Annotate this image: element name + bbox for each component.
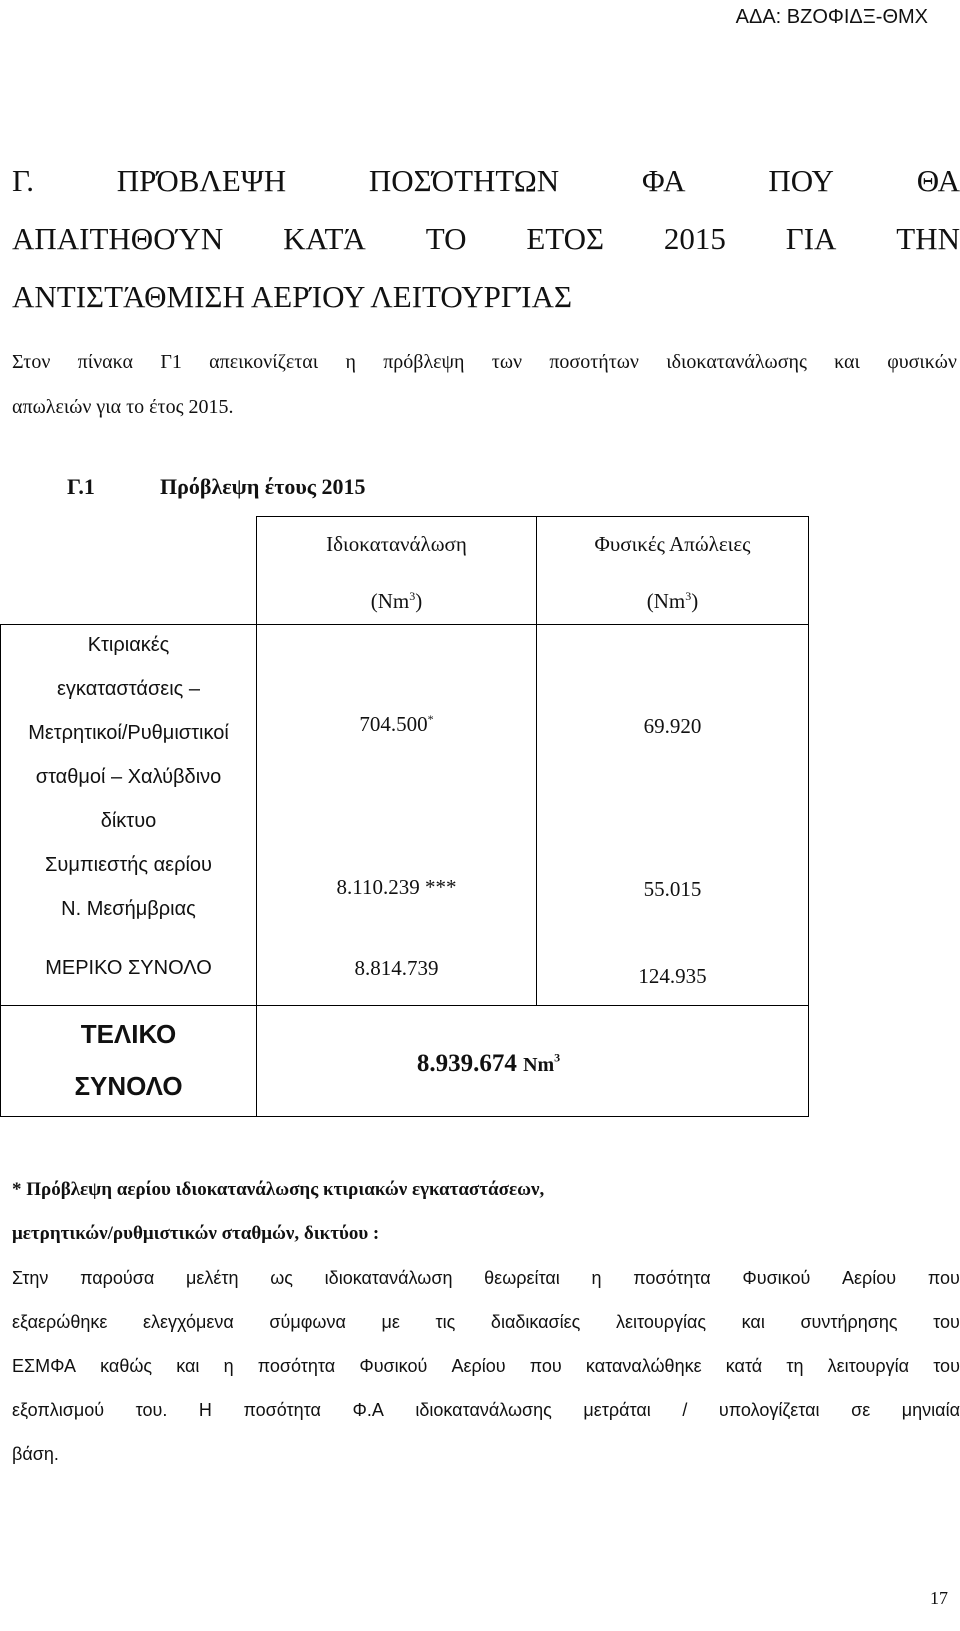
heading-line-3: ΑΝΤΙΣΤΆΘΜΙΣΗ ΑΕΡΊΟΥ ΛΕΙΤΟΥΡΓΊΑΣ	[12, 279, 572, 314]
label-line: ΣΥΝΟΛΟ	[74, 1071, 183, 1101]
word: ΠΟΣΌΤΗΤΩΝ	[368, 163, 560, 198]
word: ποσότητα	[633, 1268, 711, 1288]
word: ΑΠΑΙΤΗΘΟΎΝ	[12, 221, 224, 256]
word: ΕΤΟΣ	[526, 221, 605, 256]
word: υπολογίζεται	[718, 1400, 820, 1420]
row-final-total-value: 8.939.674 Nm$^3$	[416, 1050, 561, 1077]
row-partial-total-own-consumption: 8.814.739	[354, 956, 439, 980]
word: με	[381, 1312, 400, 1332]
word: μηνιαία	[901, 1400, 960, 1420]
word: εξαερώθηκε	[12, 1312, 108, 1332]
word: ΘΑ	[916, 163, 960, 198]
label-line: Συμπιεστής αερίου	[45, 854, 212, 876]
label-line: εγκαταστάσεις –	[57, 678, 200, 700]
row-final-total-label	[1, 1008, 256, 1112]
row-buildings-losses: 69.920	[643, 714, 702, 738]
word: ποσότητα	[257, 1356, 336, 1376]
label-line: Μετρητικοί/Ρυθμιστικοί	[28, 722, 229, 744]
word: τη	[786, 1356, 804, 1376]
intro-paragraph	[12, 340, 957, 430]
ada-code: ΑΔΑ: ΒΖΟΦΙΔΞ-ΘΜΧ	[735, 6, 928, 28]
word: ιδιοκατανάλωσης	[415, 1400, 552, 1420]
word: που	[529, 1356, 562, 1376]
word: ποσοτήτων	[549, 351, 639, 373]
intro-line-2: απωλειών για το έτος 2015.	[12, 396, 234, 418]
label-line: Κτιριακές	[87, 634, 170, 656]
word: Στον	[12, 351, 51, 373]
word: καταναλώθηκε	[585, 1356, 702, 1376]
word: ποσότητα	[243, 1400, 321, 1420]
word: και	[741, 1312, 765, 1332]
section-heading	[12, 152, 960, 326]
word: ΦΑ	[641, 163, 686, 198]
word: και	[176, 1356, 200, 1376]
footnote-title-2: μετρητικών/ρυθμιστικών σταθμών, δικτύου :	[12, 1223, 380, 1244]
word: του	[933, 1312, 960, 1332]
word: απεικονίζεται	[209, 351, 319, 373]
word: καθώς	[100, 1356, 153, 1376]
word: Αερίου	[451, 1356, 506, 1376]
word: Στην	[12, 1268, 49, 1288]
word: Η	[198, 1400, 212, 1420]
word: Γ1	[160, 351, 182, 373]
word: ΕΣΜΦΑ	[12, 1356, 76, 1376]
label-line: σταθμοί – Χαλύβδινο	[35, 766, 222, 788]
heading-line-1	[12, 152, 960, 210]
word: η	[591, 1268, 602, 1288]
row-compressor-own-consumption: 8.110.239 ***	[336, 875, 457, 899]
word: ως	[270, 1268, 293, 1288]
table-border-bottom	[0, 1116, 809, 1117]
word: διαδικασίες	[490, 1312, 581, 1332]
word: /	[682, 1400, 688, 1420]
row-buildings-own-consumption: 704.500*	[359, 712, 434, 736]
word: παρούσα	[80, 1268, 155, 1288]
word: ΓΙΑ	[785, 221, 837, 256]
word: θεωρείται	[484, 1268, 560, 1288]
word: φυσικών	[887, 351, 957, 373]
word: του.	[135, 1400, 168, 1420]
col-header-own-consumption-name: Ιδιοκατανάλωση	[326, 532, 467, 556]
col-header-natural-losses-name: Φυσικές Απώλειες	[594, 532, 751, 556]
word: Φυσικού	[742, 1268, 811, 1288]
col-header-own-consumption-unit: (Nm$^3$)	[370, 589, 423, 613]
intro-line-1	[12, 340, 957, 385]
label-line: Ν. Μεσήμβριας	[61, 898, 196, 920]
word: πίνακα	[77, 351, 134, 373]
row-buildings-label	[1, 623, 256, 843]
word: τις	[435, 1312, 456, 1332]
word: σύμφωνα	[269, 1312, 346, 1332]
word: ΤΟ	[425, 221, 467, 256]
table-line-row3-top	[0, 1005, 809, 1006]
footnote-line-5: βάση.	[12, 1444, 59, 1464]
word: που	[927, 1268, 960, 1288]
row-compressor-losses: 55.015	[643, 877, 702, 901]
footnote	[12, 1168, 960, 1476]
word: ιδιοκατανάλωσης	[666, 351, 807, 373]
word: λειτουργία	[827, 1356, 910, 1376]
footnote-line-2	[12, 1300, 960, 1344]
table-caption-text: Πρόβλεψη έτους 2015	[160, 474, 366, 499]
col-header-own-consumption	[257, 518, 536, 627]
table-border-right	[808, 516, 809, 1117]
table-caption-number: Γ.1	[67, 474, 95, 499]
footnote-line-1	[12, 1256, 960, 1300]
heading-line-2	[12, 210, 960, 268]
word: συντήρησης	[800, 1312, 898, 1332]
footnote-line-4	[12, 1388, 960, 1432]
word: 2015	[663, 221, 726, 256]
word: ΚΑΤΆ	[283, 221, 366, 256]
word: μελέτη	[185, 1268, 239, 1288]
word: των	[491, 351, 523, 373]
word: ΠΡΌΒΛΕΨΗ	[116, 163, 287, 198]
col-header-natural-losses	[537, 518, 808, 627]
page-number: 17	[930, 1588, 948, 1608]
word: ιδιοκατανάλωση	[324, 1268, 453, 1288]
word: η	[345, 351, 356, 373]
word: και	[834, 351, 860, 373]
word: ΠΟΥ	[768, 163, 834, 198]
word: Αερίου	[842, 1268, 897, 1288]
word: του	[933, 1356, 960, 1376]
row-compressor-label	[1, 843, 256, 931]
word: μετράται	[583, 1400, 651, 1420]
word: κατά	[725, 1356, 763, 1376]
label-line: ΤΕΛΙΚΟ	[80, 1019, 177, 1049]
word: ελεγχόμενα	[142, 1312, 234, 1332]
label-line: δίκτυο	[100, 810, 157, 832]
word: Φυσικού	[359, 1356, 428, 1376]
table-border-top	[256, 516, 809, 517]
word: Φ.Α	[352, 1400, 384, 1420]
table-caption	[67, 474, 366, 500]
word: Γ.	[12, 163, 34, 198]
word: εξοπλισμού	[12, 1400, 105, 1420]
word: η	[223, 1356, 234, 1376]
col-header-natural-losses-unit: (Nm$^3$)	[646, 589, 699, 613]
word: λειτουργίας	[615, 1312, 707, 1332]
word: σε	[851, 1400, 871, 1420]
row-partial-total-losses: 124.935	[638, 964, 707, 988]
row-partial-total-label: ΜΕΡΙΚΟ ΣΥΝΟΛΟ	[45, 957, 212, 979]
footnote-title-1: * Πρόβλεψη αερίου ιδιοκατανάλωσης κτιριακών εγκαταστάσεων,	[12, 1179, 545, 1200]
footnote-line-3	[12, 1344, 960, 1388]
word: πρόβλεψη	[383, 351, 465, 373]
word: ΤΗΝ	[896, 221, 960, 256]
